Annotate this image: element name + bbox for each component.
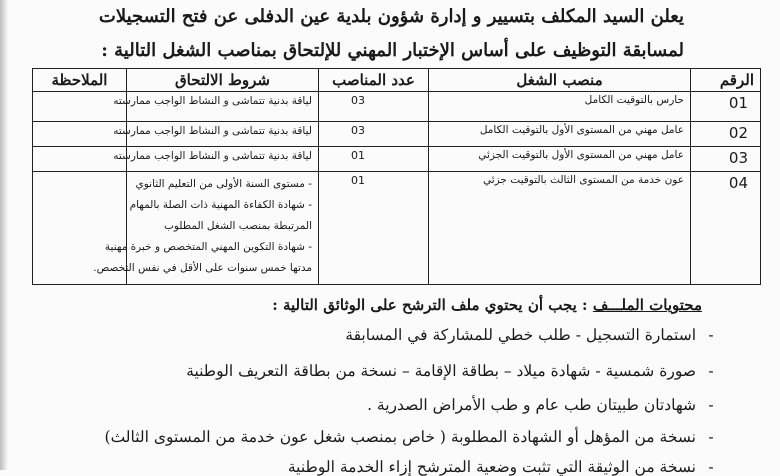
document-item: -صورة شمسية - شهادة ميلاد – بطاقة الإقامة – نسخة من بطاقة التعريف الوطنية [186, 362, 714, 380]
table-row [33, 122, 761, 147]
document-item: -شهادتان طبيتان طب عام و طب الأمراض الصدرية . [367, 396, 714, 414]
document-text: استمارة التسجيل - طلب خطي للمشاركة في المسابقة [345, 326, 696, 344]
document-item: -نسخة من المؤهل أو الشهادة المطلوبة ( خاص بمنصب شغل عون خدمة من المستوى الثالث) [104, 428, 714, 446]
row-count: 01 [319, 147, 429, 172]
condition-line: - مستوى السنة الأولى من التعليم الثانوي [135, 178, 312, 190]
row-count: 01 [319, 172, 429, 285]
condition-line: لياقة بدنية تتماشى و النشاط الواجب ممارسته [113, 95, 312, 107]
announcement-line-1: يعلن السيد المكلف بتسيير و إدارة شؤون بلدية عين الدفلى عن فتح التسجيلات [98, 6, 684, 27]
condition-line: - شهادة التكوين المهني المتخصص و خبرة مهنية [104, 241, 312, 253]
header-conditions: شروط الالتحاق [127, 69, 319, 92]
document-item: -استمارة التسجيل - طلب خطي للمشاركة في المسابقة [345, 326, 714, 344]
document-text: نسخة من المؤهل أو الشهادة المطلوبة ( خاص بمنصب شغل عون خدمة من المستوى الثالث) [104, 428, 696, 446]
table-row [33, 172, 761, 285]
condition-line: المرتبطة بمنصب الشغل المطلوب [164, 220, 312, 232]
row-conditions [113, 92, 319, 122]
row-count: 03 [319, 92, 429, 122]
row-conditions [113, 147, 319, 172]
document-text: نسخة من الوثيقة التي تثبت وضعية المترشح إزاء الخدمة الوطنية [287, 458, 696, 476]
header-position: منصب الشغل [429, 69, 691, 92]
table-header-row [33, 69, 761, 92]
row-number: 01 [691, 92, 761, 122]
documents-title: محتويات الملـــف [592, 296, 702, 314]
table-row [33, 92, 761, 122]
row-position: عون خدمة من المستوى الثالث بالتوقيت جزئي [429, 172, 691, 285]
row-position: عامل مهني من المستوى الأول بالتوقيت الجزئي [429, 147, 691, 172]
row-count: 03 [319, 122, 429, 147]
row-conditions [113, 122, 319, 147]
row-number: 03 [691, 147, 761, 172]
condition-line: لياقة بدنية تتماشى و النشاط الواجب ممارسته [113, 125, 312, 137]
document-item: -نسخة من الوثيقة التي تثبت وضعية المترشح إزاء الخدمة الوطنية [287, 458, 714, 476]
condition-line: - شهادة الكفاءة المهنية ذات الصلة بالمهام [129, 199, 312, 211]
documents-intro: : يجب أن يحتوي ملف الترشح على الوثائق التالية : [272, 296, 588, 314]
row-conditions [93, 172, 319, 285]
row-position: حارس بالتوقيت الكامل [429, 92, 691, 122]
row-number: 04 [691, 172, 761, 285]
document-text: شهادتان طبيتان طب عام و طب الأمراض الصدرية . [367, 396, 696, 414]
row-number: 02 [691, 122, 761, 147]
condition-line: لياقة بدنية تتماشى و النشاط الواجب ممارسته [113, 150, 312, 162]
condition-line: مدتها خمس سنوات على الأقل في نفس التخصص. [93, 262, 312, 274]
header-count: عدد المناصب [319, 69, 429, 92]
positions-table [32, 68, 761, 285]
documents-heading [272, 296, 702, 314]
table-row [33, 147, 761, 172]
row-position: عامل مهني من المستوى الأول بالتوقيت الكامل [429, 122, 691, 147]
document-text: صورة شمسية - شهادة ميلاد – بطاقة الإقامة – نسخة من بطاقة التعريف الوطنية [186, 362, 696, 380]
announcement-line-2: لمسابقة التوظيف على أساس الإختبار المهني للإلتحاق بمناصب الشغل التالية : [101, 40, 684, 61]
header-notes: الملاحظة [33, 69, 127, 92]
scan-edge-shadow [0, 0, 8, 470]
header-number: الرقم [691, 69, 761, 92]
